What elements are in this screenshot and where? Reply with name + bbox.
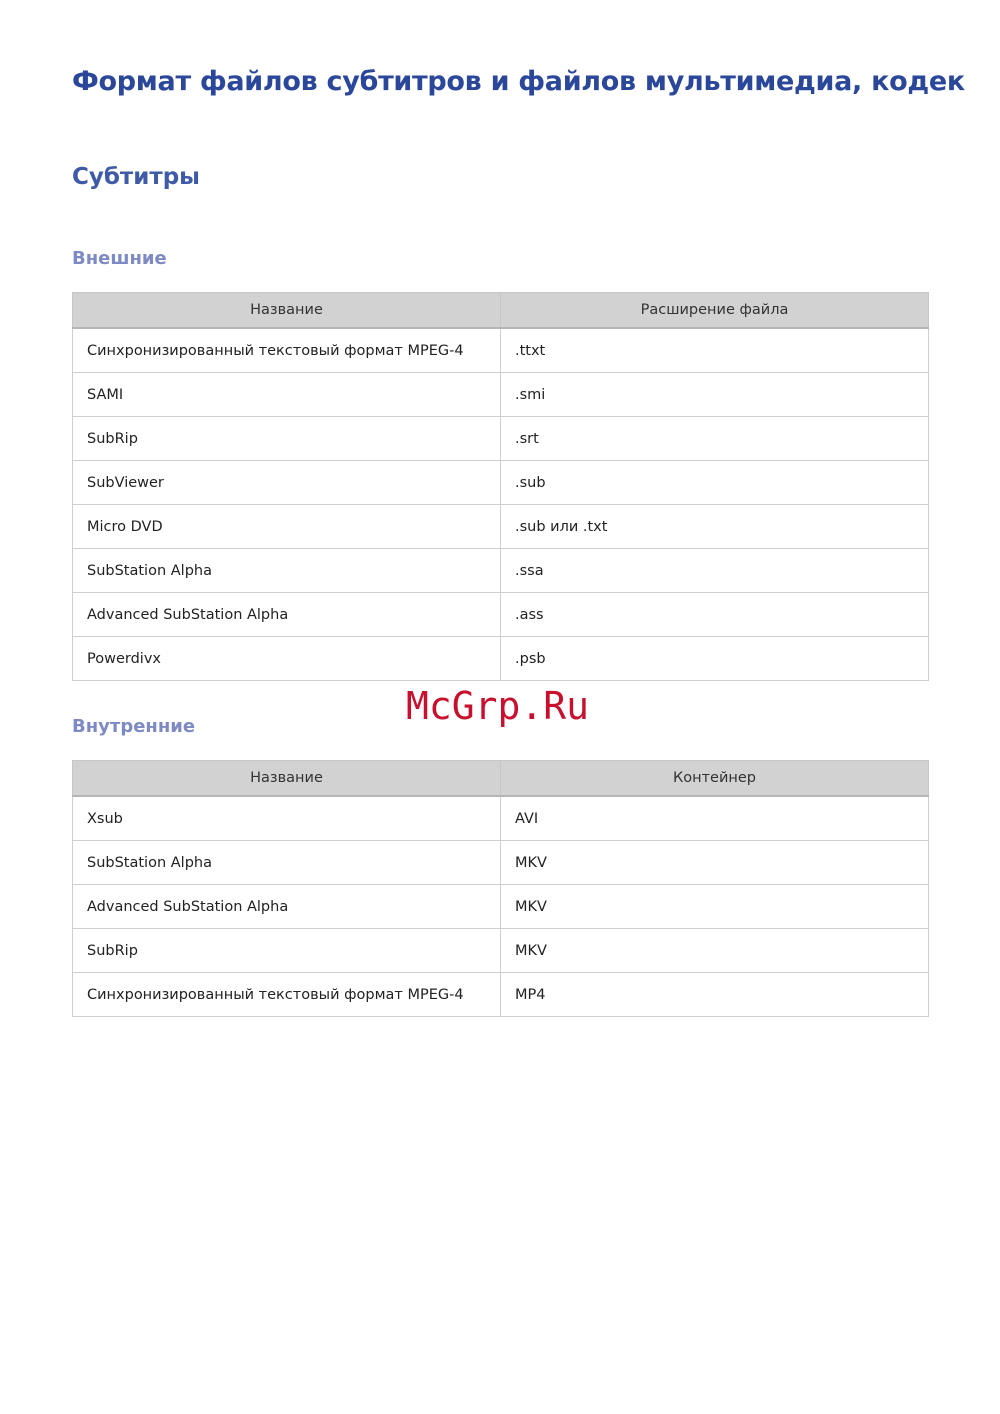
column-header-name: Название (73, 293, 501, 329)
table-row (73, 593, 929, 637)
cell-name: Powerdivx (73, 637, 501, 681)
table-row (73, 373, 929, 417)
cell-extension: .ass (501, 593, 929, 637)
cell-name: Xsub (73, 796, 501, 841)
column-header-extension: Расширение файла (501, 293, 929, 329)
cell-name: Advanced SubStation Alpha (73, 885, 501, 929)
table-row (73, 929, 929, 973)
cell-name: SubRip (73, 417, 501, 461)
table-header-row (73, 761, 929, 797)
table-row (73, 505, 929, 549)
table-row (73, 461, 929, 505)
cell-name: SubStation Alpha (73, 841, 501, 885)
cell-name: SubStation Alpha (73, 549, 501, 593)
column-header-name: Название (73, 761, 501, 797)
column-header-container: Контейнер (501, 761, 929, 797)
cell-name: Advanced SubStation Alpha (73, 593, 501, 637)
table-header-row (73, 293, 929, 329)
table-row (73, 841, 929, 885)
cell-extension: .srt (501, 417, 929, 461)
cell-extension: .ttxt (501, 328, 929, 373)
table-row (73, 637, 929, 681)
table-row (73, 973, 929, 1017)
table-row (73, 417, 929, 461)
cell-container: MKV (501, 841, 929, 885)
cell-name: SubRip (73, 929, 501, 973)
subsection-title-external: Внешние (72, 248, 167, 269)
cell-container: MP4 (501, 973, 929, 1017)
cell-name: SubViewer (73, 461, 501, 505)
page-title: Формат файлов субтитров и файлов мультимедиа, кодек (72, 66, 965, 97)
subsection-title-internal: Внутренние (72, 716, 196, 737)
section-title-subtitles: Субтитры (72, 164, 200, 190)
cell-extension: .psb (501, 637, 929, 681)
cell-container: AVI (501, 796, 929, 841)
cell-name: Micro DVD (73, 505, 501, 549)
table-row (73, 328, 929, 373)
cell-name: Синхронизированный текстовый формат MPEG-4 (73, 328, 501, 373)
cell-extension: .sub (501, 461, 929, 505)
table-row (73, 796, 929, 841)
cell-name: SAMI (73, 373, 501, 417)
table-row (73, 549, 929, 593)
external-subtitles-table (72, 292, 929, 681)
cell-container: MKV (501, 885, 929, 929)
watermark-logo: McGrp.Ru (406, 684, 590, 728)
table-row (73, 885, 929, 929)
internal-subtitles-table (72, 760, 929, 1017)
cell-extension: .ssa (501, 549, 929, 593)
cell-extension: .smi (501, 373, 929, 417)
cell-extension: .sub или .txt (501, 505, 929, 549)
cell-name: Синхронизированный текстовый формат MPEG-4 (73, 973, 501, 1017)
cell-container: MKV (501, 929, 929, 973)
